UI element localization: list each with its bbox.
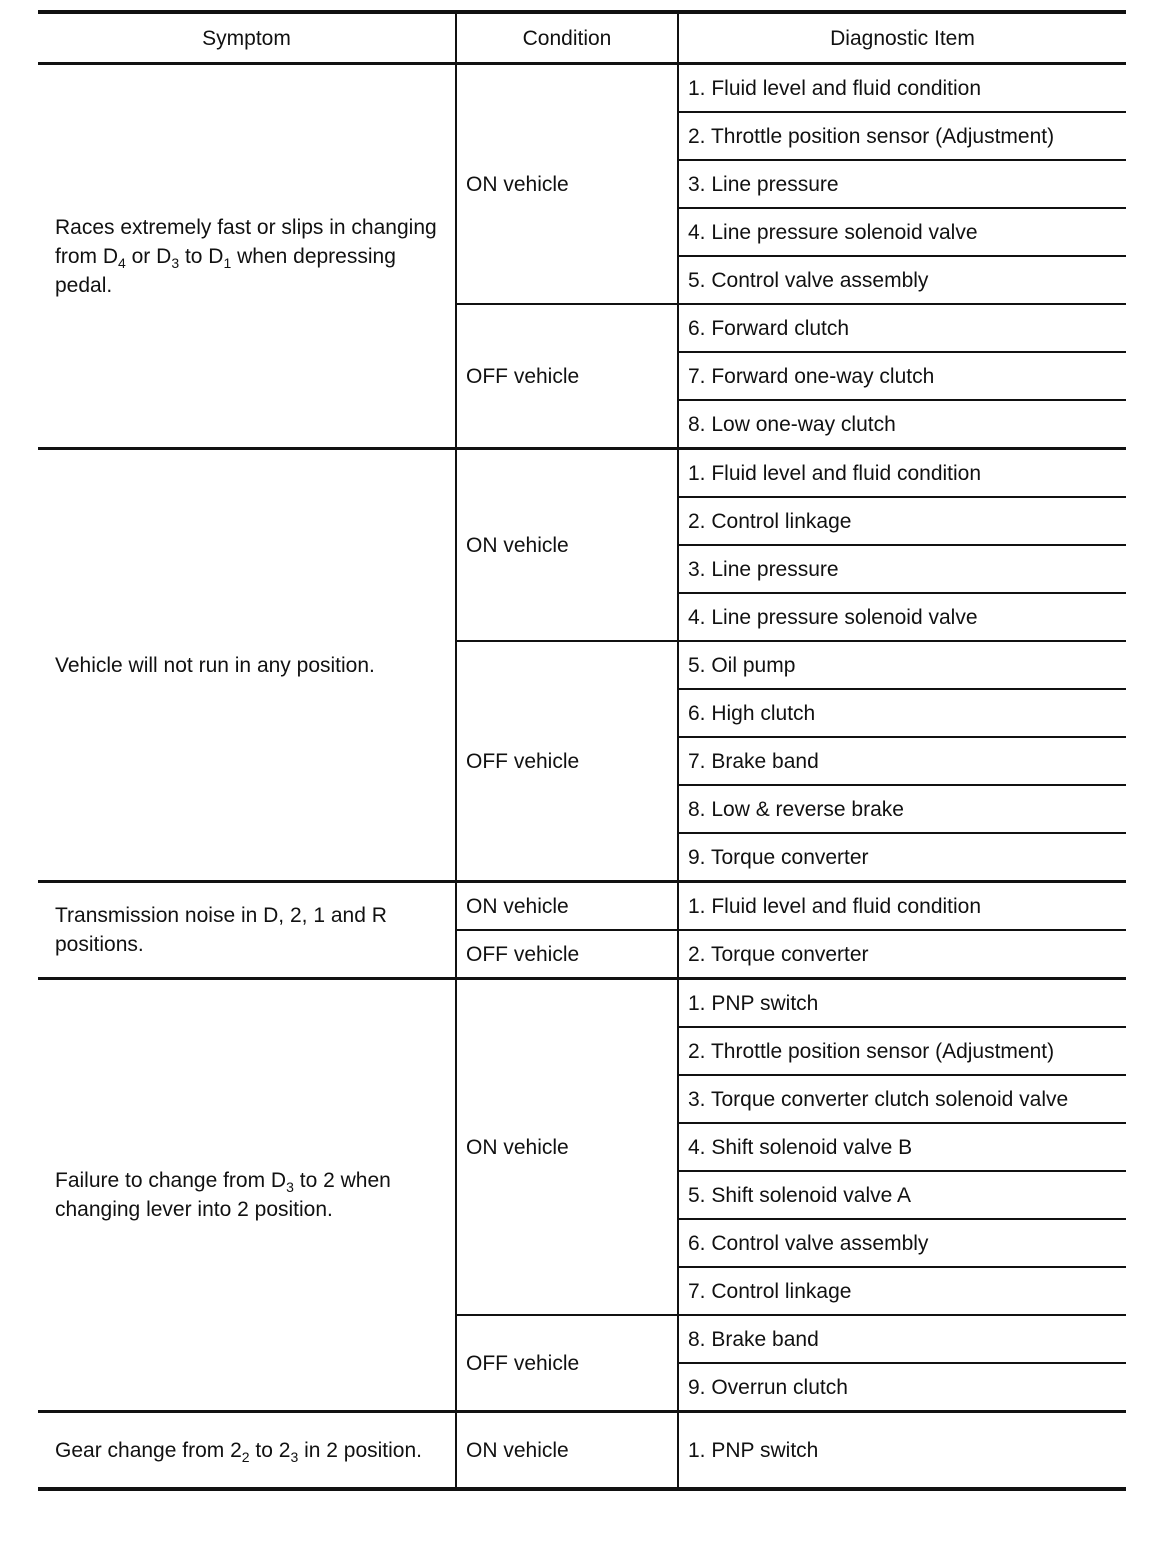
table-row	[38, 1412, 1126, 1490]
condition-cell: OFF vehicle	[456, 1315, 678, 1412]
diagnostic-item-cell: 4. Line pressure solenoid valve	[678, 208, 1126, 256]
symptom-text: in 2 position.	[298, 1438, 422, 1462]
symptom-text: to 2	[249, 1438, 291, 1462]
diagnostic-item-cell: 9. Overrun clutch	[678, 1363, 1126, 1412]
table-row	[38, 449, 1126, 498]
diagnostic-item-cell: 3. Line pressure	[678, 160, 1126, 208]
condition-cell: OFF vehicle	[456, 930, 678, 979]
diagnostic-item-cell: 7. Brake band	[678, 737, 1126, 785]
diagnostic-item-cell: 6. Control valve assembly	[678, 1219, 1126, 1267]
diagnostic-item-cell: 2. Throttle position sensor (Adjustment)	[678, 112, 1126, 160]
symptom-cell	[38, 979, 456, 1412]
table-row	[38, 979, 1126, 1028]
symptom-cell	[38, 64, 456, 449]
diagnostic-item-cell: 1. Fluid level and fluid condition	[678, 882, 1126, 931]
diagnostic-item-cell: 5. Control valve assembly	[678, 256, 1126, 304]
diagnostic-item-cell: 5. Shift solenoid valve A	[678, 1171, 1126, 1219]
symptom-subscript: 3	[286, 1179, 294, 1195]
diagnostic-item-cell: 9. Torque converter	[678, 833, 1126, 882]
table-row	[38, 882, 1126, 931]
diagnostic-item-cell: 1. Fluid level and fluid condition	[678, 64, 1126, 113]
symptom-subscript: 3	[171, 254, 180, 271]
diagnostic-item-cell: 2. Control linkage	[678, 497, 1126, 545]
symptom-cell	[38, 449, 456, 882]
diagnostic-item-cell: 1. PNP switch	[678, 1412, 1126, 1490]
condition-cell: OFF vehicle	[456, 641, 678, 882]
diagnostic-item-cell: 4. Shift solenoid valve B	[678, 1123, 1126, 1171]
symptom-text: when depressing pedal.	[55, 244, 396, 297]
symptom-text: Races extremely fast or slips in changing from D	[55, 215, 437, 268]
diagnostic-item-cell: 3. Line pressure	[678, 545, 1126, 593]
table-row	[38, 64, 1126, 113]
diagnostic-item-cell: 4. Line pressure solenoid valve	[678, 593, 1126, 641]
symptom-cell	[38, 882, 456, 979]
symptom-text: to 2 when changing lever into 2 position.	[55, 1169, 391, 1221]
condition-cell: ON vehicle	[456, 882, 678, 931]
symptom-text: Transmission noise in D, 2, 1 and R positions.	[55, 904, 387, 956]
header-diagnostic-item: Diagnostic Item	[678, 12, 1126, 64]
diagnostic-item-cell: 5. Oil pump	[678, 641, 1126, 689]
header-row	[38, 12, 1126, 64]
condition-cell: ON vehicle	[456, 979, 678, 1316]
diagnostic-item-cell: 7. Forward one-way clutch	[678, 352, 1126, 400]
diagnostic-item-cell: 1. Fluid level and fluid condition	[678, 449, 1126, 498]
symptom-text: Gear change from 2	[55, 1438, 242, 1462]
header-symptom: Symptom	[38, 12, 456, 64]
table-body	[38, 64, 1126, 1490]
symptom-text: Vehicle will not run in any position.	[55, 653, 375, 677]
diagnostic-item-cell: 2. Torque converter	[678, 930, 1126, 979]
symptom-text: to D	[179, 244, 224, 268]
symptom-subscript: 1	[223, 254, 232, 271]
symptom-subscript: 2	[241, 1448, 250, 1465]
symptom-cell	[38, 1412, 456, 1490]
diagnostic-item-cell: 6. Forward clutch	[678, 304, 1126, 352]
diagnostic-item-cell: 8. Low & reverse brake	[678, 785, 1126, 833]
diagnostic-item-cell: 6. High clutch	[678, 689, 1126, 737]
symptom-subscript: 4	[118, 254, 126, 271]
condition-cell: ON vehicle	[456, 1412, 678, 1490]
diagnostic-item-cell: 2. Throttle position sensor (Adjustment)	[678, 1027, 1126, 1075]
diagnostic-table	[38, 10, 1126, 1491]
diagnostic-item-cell: 8. Low one-way clutch	[678, 400, 1126, 449]
condition-cell: OFF vehicle	[456, 304, 678, 449]
diagnostic-item-cell: 3. Torque converter clutch solenoid valve	[678, 1075, 1126, 1123]
diagnostic-item-cell: 7. Control linkage	[678, 1267, 1126, 1315]
condition-cell: ON vehicle	[456, 449, 678, 642]
symptom-text: or D	[125, 244, 172, 268]
diagnostic-item-cell: 1. PNP switch	[678, 979, 1126, 1028]
symptom-text: Failure to change from D	[55, 1169, 287, 1192]
symptom-subscript: 3	[290, 1448, 299, 1465]
condition-cell: ON vehicle	[456, 64, 678, 305]
header-condition: Condition	[456, 12, 678, 64]
diagnostic-item-cell: 8. Brake band	[678, 1315, 1126, 1363]
